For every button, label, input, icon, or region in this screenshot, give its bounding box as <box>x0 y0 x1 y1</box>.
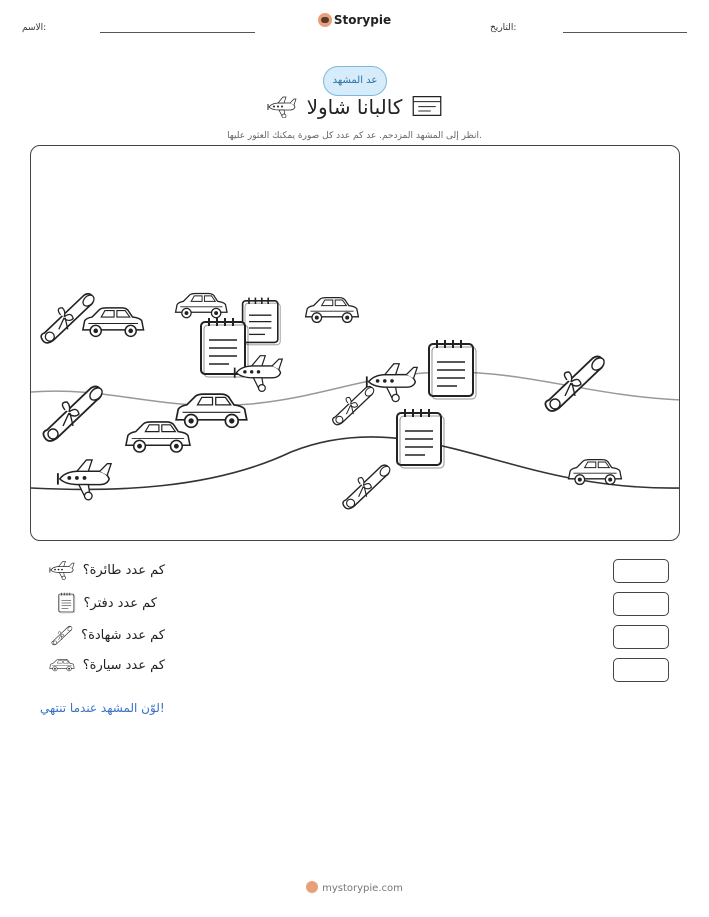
footer <box>0 881 709 894</box>
scene-drawing <box>31 146 680 541</box>
question-text: كم عدد دفتر؟ <box>83 595 157 611</box>
notepad-icon <box>58 592 76 614</box>
counting-scene[interactable] <box>30 145 680 541</box>
brand-name: Storypie <box>333 13 392 27</box>
question-row <box>40 657 670 687</box>
name-line[interactable] <box>100 32 255 33</box>
question-text: كم عدد طائرة؟ <box>82 562 165 578</box>
storypie-logo-icon <box>318 13 332 27</box>
title-text: كالبانا شاولا <box>306 95 403 119</box>
question-row <box>40 562 670 588</box>
answer-box[interactable] <box>613 658 669 682</box>
notebook-icon <box>412 94 442 118</box>
car-icon <box>569 460 622 485</box>
diploma-icon <box>343 464 392 508</box>
color-hint: لوّن المشهد عندما تنتهي! <box>40 701 165 715</box>
car-icon <box>126 422 190 452</box>
car-icon <box>306 298 359 323</box>
page-title <box>0 94 709 119</box>
notepad-icon <box>397 409 444 468</box>
activity-type-pill: عد المشهد <box>323 66 387 96</box>
question-row <box>40 595 670 621</box>
airplane-icon <box>367 364 417 402</box>
airplane-icon <box>58 460 111 500</box>
diploma-icon <box>51 624 73 646</box>
answer-box[interactable] <box>613 592 669 616</box>
date-line[interactable] <box>563 32 687 33</box>
diploma-icon <box>333 386 376 425</box>
name-label: الاسم: <box>22 23 47 33</box>
airplane-icon <box>267 96 297 118</box>
date-label: التاريخ: <box>490 23 517 33</box>
question-text: كم عدد شهادة؟ <box>81 627 165 643</box>
car-icon <box>49 657 75 673</box>
instructions: انظر إلى المشهد المزدحم. عد كم عدد كل صورة يمكنك العثور عليها. <box>227 131 482 141</box>
answer-box[interactable] <box>613 559 669 583</box>
question-row <box>40 628 670 654</box>
answer-box[interactable] <box>613 625 669 649</box>
question-text: كم عدد سيارة؟ <box>82 657 165 673</box>
airplane-icon <box>49 560 75 580</box>
car-icon <box>83 308 144 337</box>
notepad-icon <box>429 340 476 399</box>
diploma-icon <box>43 386 104 441</box>
car-icon <box>176 294 227 318</box>
storypie-logo-icon <box>306 881 318 893</box>
brand-logo <box>0 13 709 27</box>
car-icon <box>176 394 247 427</box>
footer-site[interactable]: mystorypie.com <box>322 883 403 894</box>
